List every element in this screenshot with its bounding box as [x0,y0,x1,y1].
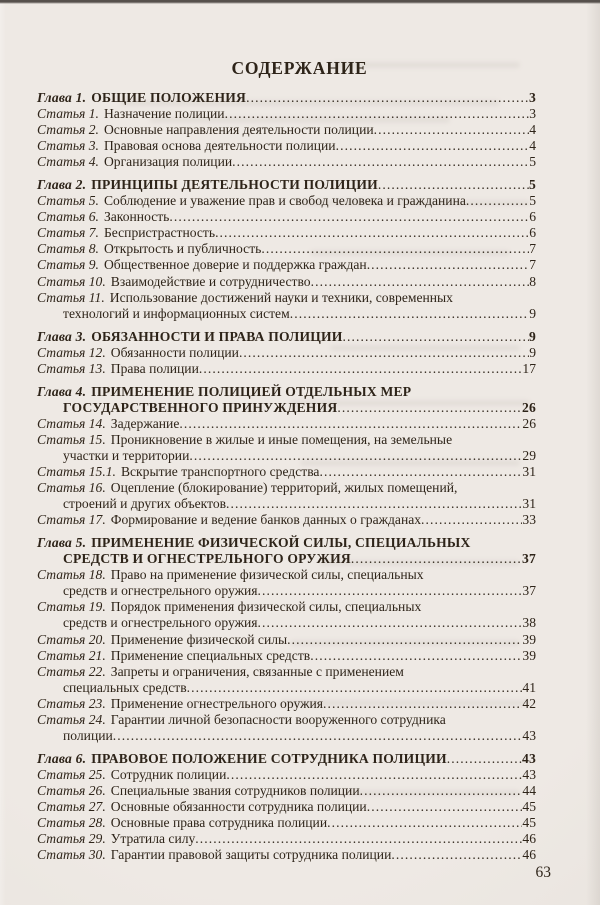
toc-article-line [37,122,536,138]
dot-leader [239,345,529,361]
entry-number-label: Статья 24. [37,711,106,727]
entry-number-label: Статья 9. [37,257,99,273]
entry-page-number: 29 [522,447,536,463]
entry-title-text: Применение физической силы [110,631,288,647]
entry-page-number: 9 [529,305,536,321]
dot-leader [113,728,523,744]
toc-article-line-cont [37,306,536,322]
entry-number-label: Статья 16. [37,480,106,496]
toc-article-line [37,464,536,480]
entry-number-label: Статья 27. [37,798,106,814]
entry-title-text: Правовая основа деятельности полиции [103,138,336,154]
dot-leader [290,306,530,322]
dot-leader [246,90,529,106]
toc-chapter-line [37,329,536,345]
entry-page-number: 31 [522,464,536,480]
toc-article-line-cont [37,583,536,599]
entry-number-label: Глава 3. [37,328,87,344]
entry-page-number: 31 [522,496,536,512]
entry-title-text: Гарантии личной безопасности вооруженного сотрудника [110,711,446,727]
dot-leader [287,632,522,648]
entry-number-label: Статья 10. [37,273,106,289]
entry-title-text: Порядок применения физической силы, специальных [110,599,422,615]
entry-page-number: 45 [522,798,536,814]
entry-title-text: технологий и информационных систем [63,305,290,321]
entry-title-text: Применение специальных средств [110,647,311,663]
toc-article-line [37,599,536,615]
entry-page-number: 4 [529,138,536,154]
entry-number-label: Глава 6. [37,750,87,766]
toc-chapter-line [37,177,536,193]
entry-title-text: средств и огнестрельного оружия [63,615,258,631]
entry-title-text: ПРАВОВОЕ ПОЛОЖЕНИЕ СОТРУДНИКА ПОЛИЦИИ [91,750,447,766]
dot-leader [367,257,530,273]
entry-title-text: Организация полиции [103,154,233,170]
toc-article-line [37,225,536,241]
entry-number-label: Статья 28. [37,815,106,831]
entry-title-text: Специальные звания сотрудников полиции [110,782,360,798]
entry-number-label: Статья 3. [37,138,99,154]
toc-article-line [37,193,536,209]
entry-page-number: 39 [522,647,536,663]
toc-article-line [37,290,536,306]
entry-title-text: Законность [103,209,170,225]
entry-number-label: Статья 18. [37,567,106,583]
dot-leader [187,680,523,696]
dot-leader [199,361,523,377]
toc-chapter-line [37,751,536,767]
entry-page-number: 9 [529,328,536,344]
entry-number-label: Статья 2. [37,122,99,138]
entry-number-label: Статья 13. [37,360,106,376]
toc-article-line [37,831,536,847]
entry-title-text: Оцепление (блокирование) территорий, жилых помещений, [110,480,458,496]
entry-number-label: Статья 11. [37,289,105,305]
entry-title-text: Общественное доверие и поддержка граждан [103,257,367,273]
entry-number-label: Глава 2. [37,177,87,193]
toc-chapter-line-cont [37,551,536,567]
dot-leader [360,783,523,799]
dot-leader [447,751,522,767]
toc-article-line [37,767,536,783]
dot-leader [421,512,522,528]
dot-leader [258,615,523,631]
entry-page-number: 45 [522,815,536,831]
entry-number-label: Статья 1. [37,106,99,122]
entry-number-label: Глава 5. [37,535,87,551]
entry-page-number: 6 [529,225,536,241]
entry-page-number: 26 [522,399,536,415]
entry-page-number: 4 [529,122,536,138]
dot-leader [367,799,523,815]
entry-title-text: Основные обязанности сотрудника полиции [110,798,367,814]
dot-leader [319,464,522,480]
toc-chapter-line-cont [37,400,536,416]
entry-title-text: Сотрудник полиции [110,766,227,782]
page-content [37,58,536,863]
entry-title-text: Использование достижений науки и техники, современных [109,289,453,305]
toc-article-line [37,345,536,361]
toc-article-line-cont [37,680,536,696]
dot-leader [189,448,522,464]
entry-title-text: ОБЯЗАННОСТИ И ПРАВА ПОЛИЦИИ [91,328,343,344]
toc-article-line-cont [37,496,536,512]
entry-title-text: Основные направления деятельности полиции [103,122,374,138]
entry-number-label: Статья 22. [37,663,106,679]
entry-page-number: 38 [522,615,536,631]
entry-page-number: 9 [529,344,536,360]
toc-article-line [37,664,536,680]
entry-title-text: строений и других объектов [63,496,227,512]
entry-page-number: 44 [522,782,536,798]
toc-article-line-cont [37,615,536,631]
dot-leader [179,416,522,432]
entry-page-number: 43 [522,766,536,782]
toc-article-line [37,815,536,831]
entry-page-number: 8 [529,273,536,289]
entry-page-number: 5 [529,193,536,209]
dot-leader [336,138,530,154]
entry-number-label: Статья 5. [37,193,99,209]
page-title: СОДЕРЖАНИЕ [231,58,368,78]
entry-title-text: Назначение полиции [103,106,225,122]
entry-page-number: 6 [529,209,536,225]
dot-leader [337,400,522,416]
toc-article-line [37,696,536,712]
entry-page-number: 17 [522,360,536,376]
toc-article-line [37,257,536,273]
entry-title-text: специальных средств [63,679,187,695]
entry-title-text: СРЕДСТВ И ОГНЕСТРЕЛЬНОГО ОРУЖИЯ [63,551,351,567]
dot-leader [466,193,529,209]
entry-page-number: 33 [522,512,536,528]
entry-page-number: 7 [529,241,536,257]
entry-number-label: Глава 1. [37,90,87,105]
toc-chapter-line [37,535,536,551]
entry-page-number: 26 [522,415,536,431]
entry-title-text: средств и огнестрельного оружия [63,583,258,599]
entry-number-label: Статья 17. [37,512,106,528]
toc-chapter-line [37,384,536,400]
entry-page-number: 43 [522,727,536,743]
entry-page-number: 39 [522,631,536,647]
entry-number-label: Статья 8. [37,241,99,257]
toc-article-line [37,648,536,664]
entry-page-number: 7 [529,257,536,273]
dot-leader [195,831,522,847]
dot-leader [311,274,530,290]
toc-article-line [37,361,536,377]
entry-title-text: полиции [63,727,113,743]
dot-leader [351,551,522,567]
toc-article-line [37,241,536,257]
entry-title-text: Обязанности полиции [110,344,239,360]
entry-title-text: Утратила силу [110,831,196,847]
entry-number-label: Статья 19. [37,599,106,615]
entry-title-text: ГОСУДАРСТВЕННОГО ПРИНУЖДЕНИЯ [63,399,338,415]
entry-number-label: Статья 15. [37,431,106,447]
entry-number-label: Статья 12. [37,344,106,360]
dot-leader [226,767,522,783]
toc-chapter-line [37,90,536,106]
toc-article-line [37,512,536,528]
entry-title-text: Запреты и ограничения, связанные с применением [110,663,404,679]
entry-title-text: Право на применение физической силы, специальных [110,567,424,583]
toc-article-line [37,106,536,122]
entry-page-number: 3 [529,90,536,105]
entry-number-label: Статья 14. [37,415,106,431]
entry-number-label: Статья 6. [37,209,99,225]
entry-title-text: Соблюдение и уважение прав и свобод человека и гражданина [103,193,466,209]
entry-title-text: Открытость и публичность [103,241,262,257]
toc-article-line [37,567,536,583]
toc-article-line [37,154,536,170]
toc-article-line [37,138,536,154]
toc-article-line [37,480,536,496]
toc-article-line [37,632,536,648]
entry-page-number: 5 [529,154,536,170]
toc-article-line [37,783,536,799]
toc-article-line-cont [37,728,536,744]
dot-leader [374,122,530,138]
entry-title-text: Применение огнестрельного оружия [110,695,324,711]
toc-article-line-cont [37,448,536,464]
entry-title-text: Проникновение в жилые и иные помещения, на земельные [110,431,453,447]
dot-leader [261,241,529,257]
entry-title-text: ПРИМЕНЕНИЕ ФИЗИЧЕСКОЙ СИЛЫ, СПЕЦИАЛЬНЫХ [91,535,471,551]
toc-article-line [37,209,536,225]
dot-leader [232,154,529,170]
toc-article-line [37,416,536,432]
entry-page-number: 46 [522,847,536,863]
dot-leader [310,648,522,664]
dot-leader [169,209,529,225]
toc-article-line [37,847,536,863]
entry-title-text: Права полиции [110,360,199,376]
entry-title-text: Основные права сотрудника полиции [110,815,328,831]
entry-title-text: Задержание [110,415,180,431]
entry-number-label: Статья 26. [37,782,106,798]
entry-title-text: Гарантии правовой защиты сотрудника полиции [110,847,392,863]
toc-list [37,90,536,863]
entry-title-text: ПРИМЕНЕНИЕ ПОЛИЦИЕЙ ОТДЕЛЬНЫХ МЕР [91,383,412,399]
entry-page-number: 3 [529,106,536,122]
dot-leader [226,496,522,512]
dot-leader [323,696,522,712]
entry-number-label: Статья 29. [37,831,106,847]
dot-leader [225,106,530,122]
dot-leader [215,225,529,241]
page-number: 63 [535,864,551,881]
dot-leader [378,177,529,193]
entry-number-label: Статья 15.1. [37,464,116,480]
toc-article-line [37,432,536,448]
entry-number-label: Статья 25. [37,766,106,782]
entry-number-label: Статья 30. [37,847,106,863]
entry-number-label: Статья 23. [37,695,106,711]
toc-article-line [37,274,536,290]
toc-article-line [37,799,536,815]
dot-leader [391,847,522,863]
entry-number-label: Статья 21. [37,647,106,663]
entry-page-number: 41 [522,679,536,695]
entry-number-label: Статья 20. [37,631,106,647]
entry-page-number: 42 [522,695,536,711]
entry-page-number: 43 [522,750,536,766]
dot-leader [258,583,523,599]
entry-title-text: Взаимодействие и сотрудничество [110,273,311,289]
entry-page-number: 37 [522,583,536,599]
dot-leader [327,815,522,831]
entry-title-text: ОБЩИЕ ПОЛОЖЕНИЯ [91,90,247,105]
entry-title-text: Беспристрастность [103,225,216,241]
entry-page-number: 37 [522,551,536,567]
entry-number-label: Статья 7. [37,225,99,241]
entry-number-label: Глава 4. [37,383,87,399]
toc-article-line [37,712,536,728]
entry-title-text: Вскрытие транспортного средства [120,464,320,480]
entry-title-text: участки и территории [63,447,190,463]
entry-title-text: Формирование и ведение банков данных о гражданах [110,512,422,528]
entry-title-text: ПРИНЦИПЫ ДЕЯТЕЛЬНОСТИ ПОЛИЦИИ [91,177,378,193]
entry-page-number: 5 [529,177,536,193]
dot-leader [343,329,529,345]
entry-page-number: 46 [522,831,536,847]
entry-number-label: Статья 4. [37,154,99,170]
